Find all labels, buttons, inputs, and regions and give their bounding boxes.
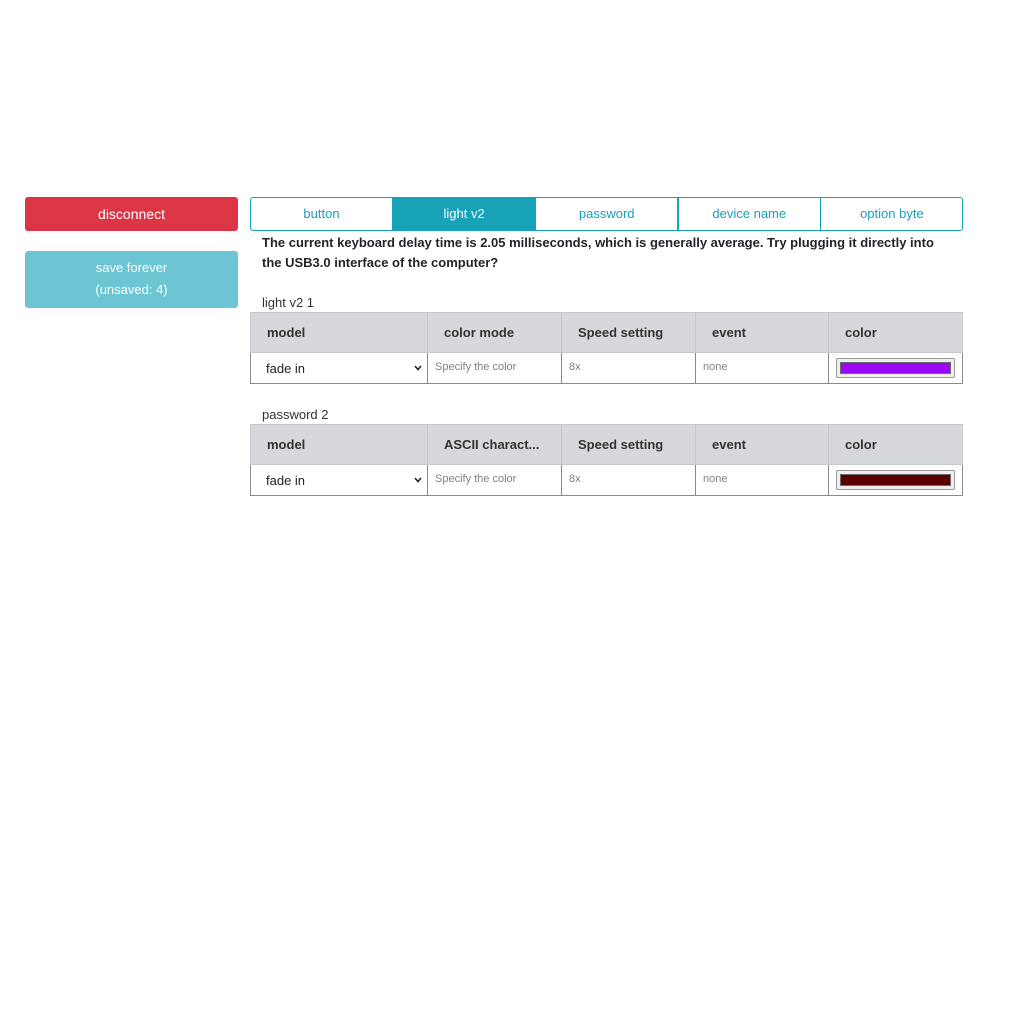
model-select[interactable] [251,354,427,382]
header-speed-setting: Speed setting [562,313,696,353]
header-event: event [696,425,829,465]
event-cell [696,353,829,384]
sidebar [25,197,238,308]
header-event: event [696,313,829,353]
light-v2-table [250,312,963,384]
color-picker-frame [836,470,955,490]
model-cell [251,353,428,384]
main-panel [250,197,963,496]
tab-password[interactable]: password [535,197,678,231]
color-mode-input[interactable]: Specify the color [435,361,517,373]
chevron-down-icon [413,466,423,494]
table-row [251,353,963,384]
save-forever-label: save forever [95,260,168,275]
header-speed-setting: Speed setting [562,425,696,465]
color-picker[interactable] [829,354,962,382]
password-table [250,424,963,496]
color-cell [829,353,963,384]
model-select-value: fade in [266,361,306,376]
tab-option-byte[interactable]: option byte [820,197,963,231]
event-cell [696,465,829,496]
tab-button[interactable]: button [250,197,393,231]
header-ascii-character: ASCII charact... [428,425,562,465]
model-select-value: fade in [266,473,306,488]
speed-cell [562,353,696,384]
ascii-input[interactable]: Specify the color [435,473,517,485]
header-model: model [251,425,428,465]
event-input[interactable]: none [703,361,728,373]
speed-input[interactable]: 8x [569,361,581,373]
delay-notice: The current keyboard delay time is 2.05 milliseconds, which is generally average. Try plugging it directly into the USB3.0 interface of the computer? [262,235,934,270]
speed-input[interactable]: 8x [569,473,581,485]
table-header-row [251,425,963,465]
header-color-mode: color mode [428,313,562,353]
speed-cell [562,465,696,496]
section-label-light-v2-1: light v2 1 [262,295,315,310]
model-cell [251,465,428,496]
unsaved-count-label: (unsaved: 4) [95,282,168,297]
chevron-down-icon [413,354,423,382]
header-color: color [829,425,963,465]
header-model: model [251,313,428,353]
disconnect-button[interactable]: disconnect [25,197,238,231]
ascii-cell [428,465,562,496]
color-swatch [840,362,951,374]
tab-light-v2[interactable]: light v2 [393,197,536,231]
section-label-password-2: password 2 [262,407,329,422]
color-cell [829,465,963,496]
tab-device-name[interactable]: device name [678,197,821,231]
tab-bar [250,197,963,231]
event-input[interactable]: none [703,473,728,485]
model-select[interactable] [251,466,427,494]
color-swatch [840,474,951,486]
color-mode-cell [428,353,562,384]
table-row [251,465,963,496]
color-picker[interactable] [829,466,962,494]
table-header-row [251,313,963,353]
header-color: color [829,313,963,353]
color-picker-frame [836,358,955,378]
save-forever-button[interactable] [25,251,238,308]
